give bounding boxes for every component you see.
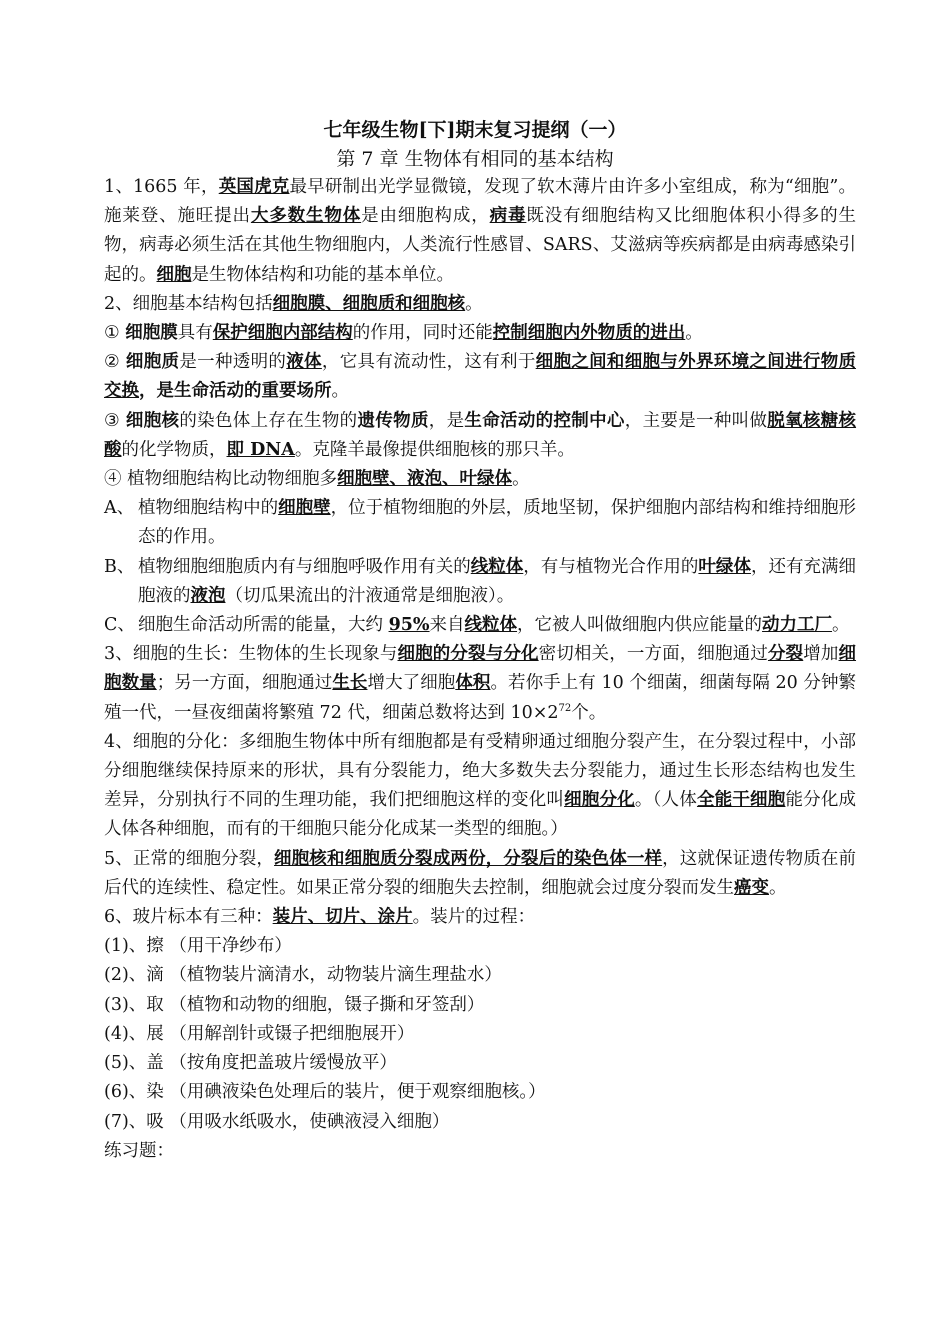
text: 既没有细胞结构又比细胞体积小得多的生物，病毒必须生活在其他生物细胞内，人类流行性感冒、SARS、艾滋病等疾病都是由病毒感染引起的。 [104, 206, 857, 285]
key-term: 叶绿体 [698, 556, 751, 577]
text: 5、正常的细胞分裂， [104, 848, 275, 869]
paragraph-3 [104, 640, 856, 728]
item-c [104, 611, 856, 640]
text: 具有 [177, 323, 213, 344]
key-term: 细胞 [156, 264, 192, 285]
key-term: 细胞核和细胞质分裂成两份 [274, 848, 486, 869]
text: ④ 植物细胞结构比动物细胞多 [104, 469, 338, 490]
step-1: (1)、擦 （用干净纱布） [104, 936, 292, 957]
text: ② [104, 352, 126, 373]
key-term: 细胞分化 [564, 790, 635, 811]
text: ，主要是一种叫做 [624, 410, 768, 431]
text: 。 [512, 469, 530, 490]
text: 。（人体 [634, 790, 697, 811]
paragraph-5 [104, 845, 856, 903]
text: （切瓜果流出的汁液通常是细胞液）。 [225, 585, 515, 606]
bold-term: 生命活动的控制中心 [464, 410, 625, 431]
paragraph-1 [104, 173, 856, 290]
key-term: 病毒 [489, 206, 527, 227]
text: 。装片的过程： [412, 907, 536, 928]
text: 2、细胞基本结构包括 [104, 293, 273, 314]
text: 。若你手上有 10 个细菌，细菌每隔 20 分钟繁殖一代，一昼夜细菌将繁殖 72 代，细菌总数将达到 10×2 [104, 673, 857, 723]
key-term: 保护细胞内部结构 [212, 323, 353, 344]
key-term: 线粒体 [470, 556, 524, 577]
key-term: 脱氧核糖核酸 [104, 410, 857, 460]
item-label: C、 [104, 615, 135, 636]
key-term: 细胞壁 [278, 498, 331, 519]
text: 4、细胞的分化：多细胞生物体中所有细胞都是有受精卵通过细胞分裂产生，在分裂过程中，小部分细胞继续保持原来的形状，具有分裂能力，绝大多数失去分裂能力，通过生长形态结构也发生差异，分别执行不同的生理功能，我们把细胞这样的变化叫 [104, 731, 856, 811]
paragraph-2-4 [104, 465, 856, 494]
text: 细胞生命活动所需的能量，大约 [138, 615, 389, 636]
text: 能分化成人体各种细胞，而有的干细胞只能分化成某一类型的细胞。） [104, 790, 857, 840]
text: 6、玻片标本有三种： [104, 907, 273, 928]
key-term: 即 DNA [226, 439, 295, 460]
item-label: A、 [104, 498, 135, 519]
chapter-subtitle: 第 7 章 生物体有相同的基本结构 [336, 148, 614, 170]
text: ① [104, 323, 126, 344]
key-term: 大多数生物体 [250, 206, 362, 227]
text: 植物细胞细胞质内有与细胞呼吸作用有关的 [138, 556, 471, 577]
key-term: 细胞膜、细胞质和细胞核 [272, 293, 466, 314]
key-term: 线粒体 [464, 615, 518, 636]
text: 。 [331, 381, 349, 402]
key-term: 液体 [286, 352, 322, 373]
paragraph-6 [104, 903, 856, 932]
key-term: 液泡 [190, 585, 226, 606]
key-term: 装片、切片、涂片 [272, 907, 413, 928]
key-term: 细胞之间和细胞与外界环境之间进行物质交换 [104, 352, 857, 402]
key-term: 全能干细胞 [696, 790, 786, 811]
text: 。 [465, 293, 483, 314]
step-3: (3)、取 （植物和动物的细胞，镊子撕和牙签刮） [104, 994, 485, 1015]
key-term: 细胞的分裂与分化 [397, 644, 539, 665]
text: ，是 [428, 410, 465, 431]
text: 的化学物质， [121, 439, 227, 460]
key-term: 细胞壁、液泡、叶绿体 [337, 469, 513, 490]
exponent: 72 [558, 702, 572, 714]
text: ，位于植物细胞的外层，质地坚韧，保护细胞内部结构和维持细胞形态的作用。 [138, 498, 857, 548]
text: 。 [832, 615, 850, 636]
bold-term: 遗传物质 [357, 410, 429, 431]
key-term: 95% [388, 615, 430, 636]
document-body [104, 173, 856, 1166]
text: ③ [104, 410, 126, 431]
exercise-heading: 练习题： [104, 1140, 174, 1161]
text: 植物细胞结构中的 [138, 498, 279, 519]
item-label: B、 [104, 556, 135, 577]
text: 来自 [429, 615, 465, 636]
text: 的染色体上存在生物的 [179, 410, 358, 431]
text: ，它被人叫做细胞内供应能量的 [517, 615, 763, 636]
text: 1、1665 年， [104, 177, 219, 197]
key-term: ，分裂后的染色体一样 [485, 848, 663, 869]
bold-term: 细胞核 [125, 410, 180, 431]
step-4: (4)、展 （用解剖针或镊子把细胞展开） [104, 1023, 415, 1044]
text: ，这就保证遗传物质在前后代的连续性、稳定性。如果正常分裂的细胞失去控制，细胞就会过度分裂而发生 [104, 848, 857, 898]
text: 增加 [803, 644, 839, 665]
bold-term: ，是生命活动的重要场所 [139, 381, 332, 402]
text: 是由细胞构成， [361, 206, 490, 227]
text: 是生物体结构和功能的基本单位。 [191, 264, 454, 285]
text: ；另一方面，细胞通过 [156, 673, 333, 694]
item-a [104, 494, 856, 552]
step-5: (5)、盖 （按角度把盖玻片缓慢放平） [104, 1053, 397, 1074]
bold-term: 细胞膜 [125, 323, 178, 344]
item-b [104, 553, 856, 611]
key-term: 英国虎克 [218, 177, 290, 197]
paragraph-2 [104, 290, 856, 319]
paragraph-4 [104, 728, 856, 845]
text: 。 [685, 323, 703, 344]
text: 。克隆羊最像提供细胞核的那只羊。 [294, 439, 575, 460]
paragraph-2-2 [104, 348, 856, 406]
bold-term: 细胞质 [125, 352, 180, 373]
text: ，还有充满细胞液的 [138, 556, 857, 606]
step-7: (7)、吸 （用吸水纸吸水，使碘液浸入细胞） [104, 1111, 450, 1132]
step-2: (2)、滴 （植物装片滴清水，动物装片滴生理盐水） [104, 965, 502, 986]
key-term: 生长 [332, 673, 368, 694]
text: 密切相关，一方面，细胞通过 [538, 644, 768, 665]
text: 3、细胞的生长：生物体的生长现象与 [104, 644, 398, 665]
key-term: 控制细胞内外物质的进出 [492, 323, 686, 344]
step-6: (6)、染 （用碘液染色处理后的装片，便于观察细胞核。） [104, 1082, 546, 1103]
text: 是一种透明的 [179, 352, 287, 373]
text: ，有与植物光合作用的 [523, 556, 699, 577]
key-term: 细胞数量 [104, 644, 857, 694]
key-term: 体积 [455, 673, 491, 694]
text: 的作用，同时还能 [352, 323, 493, 344]
text: 个。 [571, 702, 607, 723]
text: 增大了细胞 [367, 673, 456, 694]
text: 最早研制出光学显微镜，发现了软木薄片由许多小室组成，称为“细胞”。施莱登、施旺提出 [104, 177, 857, 227]
key-term: 动力工厂 [762, 615, 833, 636]
key-term: 癌变 [734, 877, 769, 898]
document-title: 七年级生物[下]期末复习提纲（一） [323, 119, 627, 141]
paragraph-2-3 [104, 407, 856, 465]
text: 。 [769, 877, 787, 898]
paragraph-2-1 [104, 319, 856, 348]
key-term: 分裂 [767, 644, 804, 665]
text: ，它具有流动性，这有利于 [321, 352, 536, 373]
